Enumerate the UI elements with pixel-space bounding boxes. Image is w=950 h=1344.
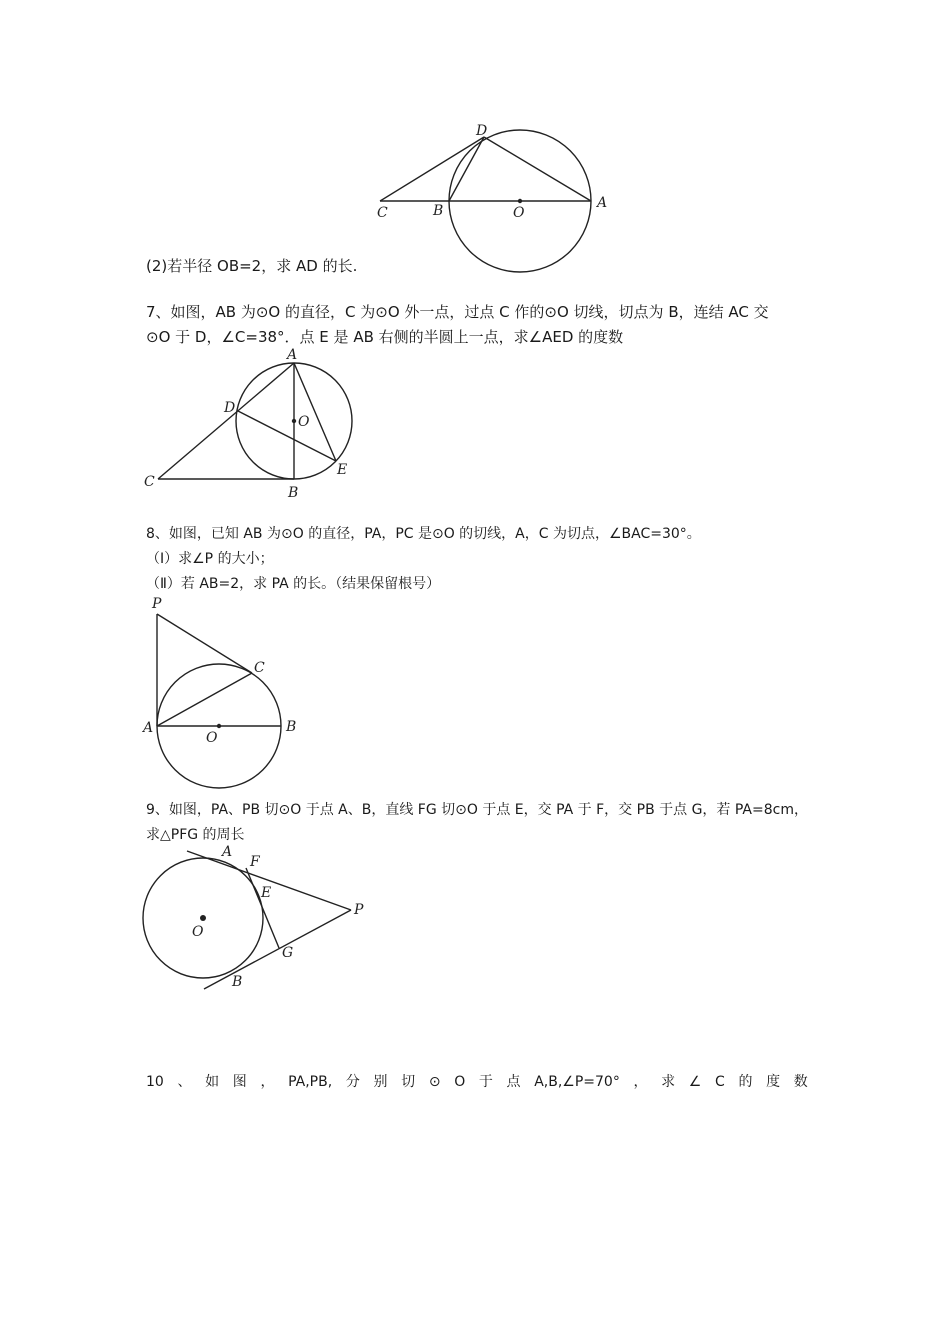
segment-de bbox=[238, 411, 336, 461]
q10-token: C bbox=[715, 1074, 725, 1090]
segment-cd bbox=[380, 137, 484, 201]
label-o: O bbox=[298, 414, 310, 430]
tangent-pc bbox=[157, 614, 252, 673]
chord-ac bbox=[157, 673, 252, 726]
label-o: O bbox=[513, 205, 525, 221]
q9-line1: 9、如图，PA、PB 切⊙O 于点 A、B，直线 FG 切⊙O 于点 E，交 PA 于 F，交 PB 于点 G，若 PA=8cm， bbox=[146, 802, 808, 818]
q10-line1 bbox=[146, 1072, 808, 1092]
q10-token: ⊙ bbox=[428, 1074, 441, 1090]
label-d: D bbox=[224, 400, 236, 416]
q10-token: ， bbox=[260, 1074, 275, 1090]
q10-token: 数 bbox=[793, 1074, 808, 1090]
label-b: B bbox=[288, 485, 299, 501]
label-e: E bbox=[261, 885, 272, 901]
figure-q9 bbox=[140, 842, 380, 992]
segment-bd bbox=[449, 137, 484, 201]
label-o: O bbox=[206, 730, 218, 746]
q10-token: 分 bbox=[345, 1074, 360, 1090]
label-p: P bbox=[354, 902, 364, 918]
q8-line3: （Ⅱ）若 AB=2，求 PA 的长。（结果保留根号） bbox=[146, 576, 441, 592]
q10-token: ， bbox=[633, 1074, 648, 1090]
label-b: B bbox=[286, 719, 297, 735]
center-dot bbox=[200, 915, 206, 921]
segment-da bbox=[484, 137, 591, 201]
center-dot bbox=[217, 724, 221, 728]
q10-token: 求 bbox=[661, 1074, 676, 1090]
segment-ca bbox=[158, 363, 294, 479]
q8-line1: 8、如图，已知 AB 为⊙O 的直径，PA，PC 是⊙O 的切线，A，C 为切点，∠BAC=30°。 bbox=[146, 526, 701, 542]
segment-ae bbox=[294, 363, 336, 461]
q10-token: PA,PB, bbox=[288, 1074, 333, 1090]
tangent-pb bbox=[204, 910, 351, 989]
label-a: A bbox=[597, 195, 608, 211]
tangent-pa bbox=[187, 851, 351, 910]
label-c: C bbox=[377, 205, 388, 221]
label-f: F bbox=[250, 854, 260, 870]
label-a: A bbox=[287, 347, 298, 363]
figure-q6 bbox=[370, 118, 620, 278]
q10-token: 点 bbox=[506, 1074, 521, 1090]
q10-token: 切 bbox=[401, 1074, 416, 1090]
q10-token: ∠ bbox=[688, 1074, 702, 1090]
center-dot bbox=[518, 199, 522, 203]
label-p: P bbox=[152, 596, 162, 612]
figure-q8 bbox=[140, 592, 310, 792]
label-b: B bbox=[433, 203, 444, 219]
q10-token: 、 bbox=[177, 1074, 192, 1090]
q10-token: 图 bbox=[232, 1074, 247, 1090]
label-b: B bbox=[232, 974, 243, 990]
label-g: G bbox=[282, 945, 294, 961]
q7-line1: 7、如图，AB 为⊙O 的直径，C 为⊙O 外一点，过点 C 作的⊙O 切线，切点为 B，连结 AC 交 bbox=[146, 303, 769, 321]
q10-token: 度 bbox=[766, 1074, 781, 1090]
q10-token: 别 bbox=[373, 1074, 388, 1090]
q10-token: 的 bbox=[738, 1074, 753, 1090]
figure-q7 bbox=[140, 344, 370, 504]
q10-token: A,B,∠P=70° bbox=[534, 1074, 620, 1090]
q7-line2: ⊙O 于 D，∠C=38°．点 E 是 AB 右侧的半圆上一点，求∠AED 的度数 bbox=[146, 328, 624, 346]
label-e: E bbox=[337, 462, 348, 478]
q10-token: 于 bbox=[478, 1074, 493, 1090]
q10-token: 如 bbox=[205, 1074, 220, 1090]
q10-token: 10 bbox=[146, 1074, 164, 1090]
label-c: C bbox=[144, 474, 155, 490]
q9-line2: 求△PFG 的周长 bbox=[146, 827, 245, 843]
q6-part2-text: (2)若半径 OB=2，求 AD 的长. bbox=[146, 257, 358, 275]
q8-line2: （Ⅰ）求∠P 的大小； bbox=[146, 551, 274, 567]
q10-token: O bbox=[454, 1074, 466, 1090]
label-d: D bbox=[476, 123, 488, 139]
label-o: O bbox=[192, 924, 204, 940]
label-a: A bbox=[222, 844, 233, 860]
label-c: C bbox=[254, 660, 265, 676]
label-a: A bbox=[143, 720, 154, 736]
tangent-fg bbox=[246, 868, 279, 948]
center-dot bbox=[292, 419, 296, 423]
